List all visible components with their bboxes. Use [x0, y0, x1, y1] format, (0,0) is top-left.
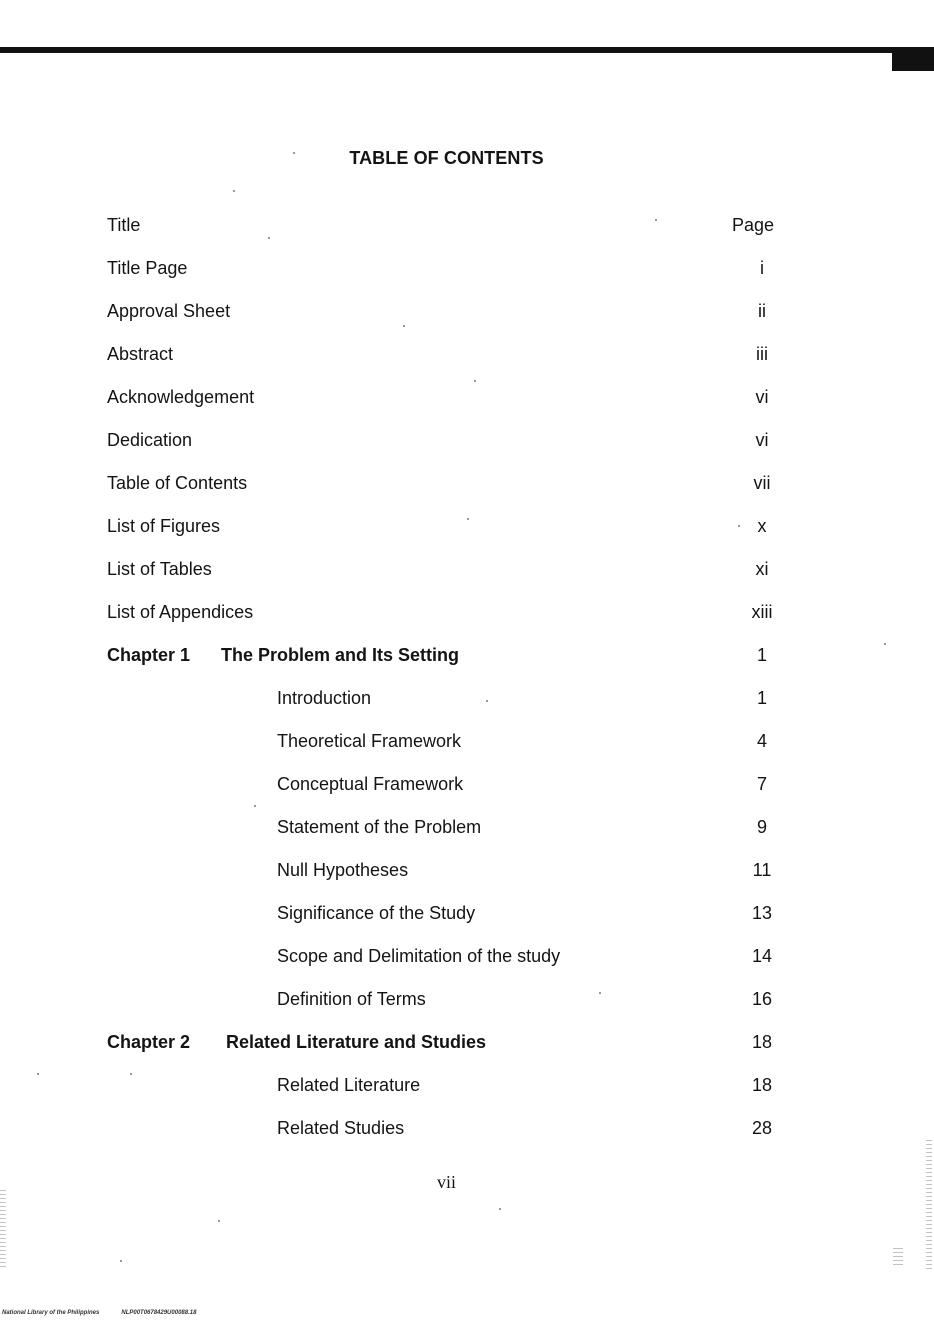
- toc-section-theoretical-framework: [0, 729, 934, 753]
- toc-section-label: Statement of the Problem: [277, 817, 482, 837]
- scan-speck: [655, 219, 657, 221]
- chapter-number: Chapter 2: [107, 1032, 191, 1052]
- toc-entry-label: Approval Sheet: [107, 301, 231, 321]
- toc-section-label: Significance of the Study: [277, 903, 476, 923]
- toc-entry-page: 1: [756, 645, 767, 665]
- toc-entry-page: 14: [751, 946, 773, 966]
- toc-section-related-literature: [0, 1073, 934, 1097]
- toc-entry-page: 18: [751, 1075, 773, 1095]
- toc-section-label: Related Studies: [277, 1118, 405, 1138]
- toc-entry-page: xiii: [751, 602, 773, 622]
- toc-entry-table-of-contents: [0, 471, 934, 495]
- scan-speck: [486, 700, 488, 702]
- toc-section-label: Introduction: [277, 688, 372, 708]
- toc-section-scope-and-delimitation: [0, 944, 934, 968]
- toc-entry-page: vi: [755, 387, 769, 407]
- toc-entry-dedication: [0, 428, 934, 452]
- toc-section-statement-of-the-problem: [0, 815, 934, 839]
- toc-entry-page: xi: [755, 559, 769, 579]
- toc-entry-label: Title Page: [107, 258, 188, 278]
- toc-section-introduction: [0, 686, 934, 710]
- toc-chapter-1: [0, 643, 934, 667]
- toc-entry-page: 4: [756, 731, 767, 751]
- toc-entry-label: List of Figures: [107, 516, 221, 536]
- toc-entry-label: Acknowledgement: [107, 387, 255, 407]
- toc-entry-page: 1: [756, 688, 767, 708]
- chapter-title: Related Literature and Studies: [226, 1032, 487, 1052]
- toc-column-headers: [0, 213, 934, 237]
- toc-entry-page: vii: [753, 473, 771, 493]
- toc-section-null-hypotheses: [0, 858, 934, 882]
- scan-speck: [884, 643, 886, 645]
- scan-speck: [293, 152, 295, 154]
- scan-edge-noise: [926, 1140, 932, 1270]
- toc-entry-abstract: [0, 342, 934, 366]
- scan-speck: [403, 325, 405, 327]
- scan-speck: [233, 190, 235, 192]
- page-number: vii: [436, 1172, 456, 1192]
- toc-entry-page: 7: [756, 774, 767, 794]
- toc-section-label: Related Literature: [277, 1075, 421, 1095]
- toc-section-conceptual-framework: [0, 772, 934, 796]
- toc-entry-page: vi: [755, 430, 769, 450]
- page-title: TABLE OF CONTENTS: [349, 148, 544, 168]
- toc-entry-label: Dedication: [107, 430, 193, 450]
- toc-entry-label: Abstract: [107, 344, 174, 364]
- toc-entry-list-of-tables: [0, 557, 934, 581]
- scan-corner-block: [892, 47, 934, 71]
- toc-entry-page: 11: [752, 860, 772, 880]
- scan-speck: [218, 1220, 220, 1222]
- toc-entry-label: Table of Contents: [107, 473, 248, 493]
- toc-entry-page: 9: [756, 817, 767, 837]
- scan-speck: [467, 518, 469, 520]
- scan-speck: [37, 1073, 39, 1075]
- top-border-rule: [0, 47, 934, 53]
- toc-section-related-studies: [0, 1116, 934, 1140]
- toc-entry-title-page: [0, 256, 934, 280]
- toc-entry-label: List of Appendices: [107, 602, 254, 622]
- toc-entry-page: iii: [756, 344, 768, 364]
- toc-section-label: Definition of Terms: [277, 989, 426, 1009]
- toc-entry-page: x: [757, 516, 767, 536]
- document-code: NLP00T0678429U00088.18: [121, 1310, 197, 1316]
- toc-entry-approval-sheet: [0, 299, 934, 323]
- scan-speck: [268, 237, 270, 239]
- scan-speck: [474, 380, 476, 382]
- scan-speck: [254, 805, 256, 807]
- page-column-header: Page: [731, 215, 775, 235]
- chapter-number: Chapter 1: [107, 645, 191, 665]
- chapter-title: The Problem and Its Setting: [221, 645, 460, 665]
- toc-section-label: Theoretical Framework: [277, 731, 462, 751]
- toc-entry-page: 16: [751, 989, 773, 1009]
- scan-speck: [130, 1073, 132, 1075]
- toc-entry-label: List of Tables: [107, 559, 212, 579]
- scan-speck: [738, 525, 740, 527]
- library-name: National Library of the Philippines: [2, 1310, 100, 1316]
- scan-speck: [599, 992, 601, 994]
- title-column-header: Title: [107, 215, 141, 235]
- toc-section-significance-of-the-study: [0, 901, 934, 925]
- toc-chapter-2: [0, 1030, 934, 1054]
- toc-entry-page: 28: [751, 1118, 773, 1138]
- toc-entry-page: ii: [758, 301, 766, 321]
- toc-entry-acknowledgement: [0, 385, 934, 409]
- toc-section-label: Null Hypotheses: [277, 860, 409, 880]
- toc-section-definition-of-terms: [0, 987, 934, 1011]
- library-footer: [2, 1310, 196, 1316]
- toc-section-label: Conceptual Framework: [277, 774, 464, 794]
- toc-entry-page: 18: [751, 1032, 773, 1052]
- toc-entry-list-of-appendices: [0, 600, 934, 624]
- toc-section-label: Scope and Delimitation of the study: [277, 946, 561, 966]
- scan-edge-noise: [893, 1248, 903, 1266]
- toc-entry-page: i: [760, 258, 764, 278]
- toc-entry-page: 13: [751, 903, 773, 923]
- scan-speck: [120, 1260, 122, 1262]
- scan-speck: [499, 1208, 501, 1210]
- scan-edge-noise: [0, 1190, 6, 1270]
